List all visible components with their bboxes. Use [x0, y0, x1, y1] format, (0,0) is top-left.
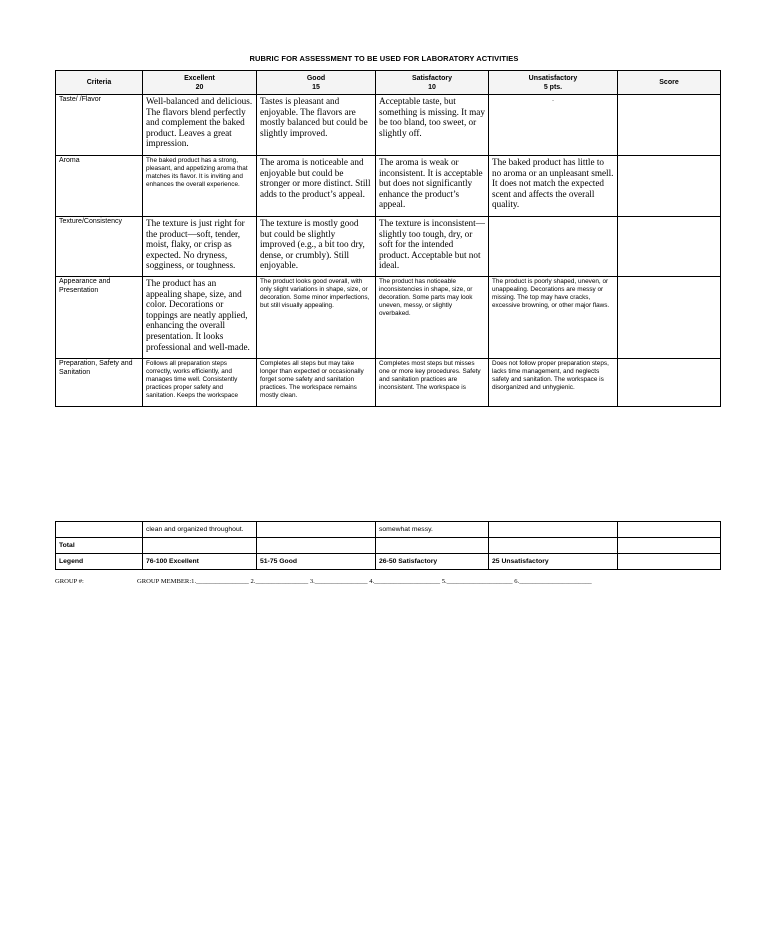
total-label: Total: [56, 538, 143, 554]
satisfactory-cell: The product has noticeable inconsistencies in shape, size, or decoration. Some parts may look uneven, messy, or slightly overbaked.: [376, 277, 489, 359]
excellent-cell: Follows all preparation steps correctly, works efficiently, and manages time well. Consistently practices proper safety and sanitation. Keeps the workspace: [143, 359, 257, 407]
legend-unsatisfactory: 25 Unsatisfactory: [489, 554, 618, 570]
criteria-cell: Appearance and Presentation: [56, 277, 143, 359]
header-criteria: Criteria: [56, 71, 143, 95]
score-cell[interactable]: [618, 95, 721, 156]
legend-excellent: 76-100 Excellent: [143, 554, 257, 570]
header-score: Score: [618, 71, 721, 95]
satisfactory-continuation: somewhat messy.: [376, 522, 489, 538]
unsatisfactory-cell: [489, 522, 618, 538]
excellent-continuation: clean and organized throughout.: [143, 522, 257, 538]
criteria-cell: [56, 522, 143, 538]
criteria-cell: Texture/Consistency: [56, 217, 143, 277]
unsatisfactory-cell: The product is poorly shaped, uneven, or unappealing. Decorations are messy or missing. The top may have cracks, excessive browning, or other major flaws.: [489, 277, 618, 359]
rubric-table: [55, 70, 721, 407]
continuation-row: [56, 522, 721, 538]
total-score[interactable]: [618, 538, 721, 554]
table-row: [56, 156, 721, 217]
criteria-cell: Preparation, Safety and Sanitation: [56, 359, 143, 407]
criteria-cell: Taste/ /Flavor: [56, 95, 143, 156]
satisfactory-cell: Acceptable taste, but something is missing. It may be too bland, too sweet, or slightly off.: [376, 95, 489, 156]
good-cell: The aroma is noticeable and enjoyable but could be stronger or more distinct. Still adds to the product’s appeal.: [257, 156, 376, 217]
satisfactory-cell: The texture is inconsistent—slightly too tough, dry, or soft for the intended product. Acceptable but not ideal.: [376, 217, 489, 277]
table-row: [56, 95, 721, 156]
score-cell[interactable]: [618, 522, 721, 538]
header-row: [56, 71, 721, 95]
rubric-table-continued: [55, 521, 721, 570]
unsatisfactory-cell: The baked product has little to no aroma or an unpleasant smell. It does not match the expected scent and affects the overall quality.: [489, 156, 618, 217]
total-unsatisfactory: [489, 538, 618, 554]
total-good: [257, 538, 376, 554]
group-number-label: GROUP #:: [55, 578, 84, 585]
header-excellent: Excellent 20: [143, 71, 257, 95]
legend-satisfactory: 26-50 Satisfactory: [376, 554, 489, 570]
legend-score: [618, 554, 721, 570]
excellent-cell: Well-balanced and delicious. The flavors blend perfectly and complement the baked product. Leaves a great impression.: [143, 95, 257, 156]
header-unsatisfactory: Unsatisfactory 5 pts.: [489, 71, 618, 95]
unsatisfactory-cell: Does not follow proper preparation steps, lacks time management, and neglects safety and sanitation. The workspace is disorganized and unhygienic.: [489, 359, 618, 407]
header-good: Good 15: [257, 71, 376, 95]
good-cell: Tastes is pleasant and enjoyable. The flavors are mostly balanced but could be slightly improved.: [257, 95, 376, 156]
score-cell[interactable]: [618, 156, 721, 217]
satisfactory-cell: Completes most steps but misses one or more key procedures. Safety and sanitation practices are inconsistent. The workspace is: [376, 359, 489, 407]
unsatisfactory-cell: .: [489, 95, 618, 156]
group-info: [55, 578, 755, 585]
legend-row: [56, 554, 721, 570]
good-cell: [257, 522, 376, 538]
table-row: [56, 359, 721, 407]
total-row: [56, 538, 721, 554]
excellent-cell: The baked product has a strong, pleasant, and appetizing aroma that matches its flavor. It is inviting and enhances the overall experience.: [143, 156, 257, 217]
excellent-cell: The texture is just right for the product—soft, tender, moist, flaky, or crisp as expected. No dryness, sogginess, or toughness.: [143, 217, 257, 277]
document-title: RUBRIC FOR ASSESSMENT TO BE USED FOR LABORATORY ACTIVITIES: [249, 54, 519, 63]
criteria-cell: Aroma: [56, 156, 143, 217]
score-cell[interactable]: [618, 359, 721, 407]
total-satisfactory: [376, 538, 489, 554]
unsatisfactory-cell: [489, 217, 618, 277]
table-row: [56, 277, 721, 359]
excellent-cell: The product has an appealing shape, size, and color. Decorations or toppings are neatly applied, enhancing the overall presentation. It looks professional and well-made.: [143, 277, 257, 359]
total-excellent: [143, 538, 257, 554]
satisfactory-cell: The aroma is weak or inconsistent. It is acceptable but does not significantly enhance the product’s appeal.: [376, 156, 489, 217]
legend-label: Legend: [56, 554, 143, 570]
good-cell: The texture is mostly good but could be slightly improved (e.g., a bit too dry, dense, or crumbly). Still enjoyable.: [257, 217, 376, 277]
good-cell: Completes all steps but may take longer than expected or occasionally forget some safety and sanitation practices. The workspace remains mostly clean.: [257, 359, 376, 407]
legend-good: 51-75 Good: [257, 554, 376, 570]
good-cell: The product looks good overall, with only slight variations in shape, size, or decoration. Some minor imperfections, but still visually appealing.: [257, 277, 376, 359]
table-row: [56, 217, 721, 277]
group-members-line[interactable]: GROUP MEMBER:1.________________ 2.________________ 3.________________ 4.____________________ 5.____________________ 6.______________________: [137, 578, 592, 585]
score-cell[interactable]: [618, 217, 721, 277]
score-cell[interactable]: [618, 277, 721, 359]
header-satisfactory: Satisfactory 10: [376, 71, 489, 95]
